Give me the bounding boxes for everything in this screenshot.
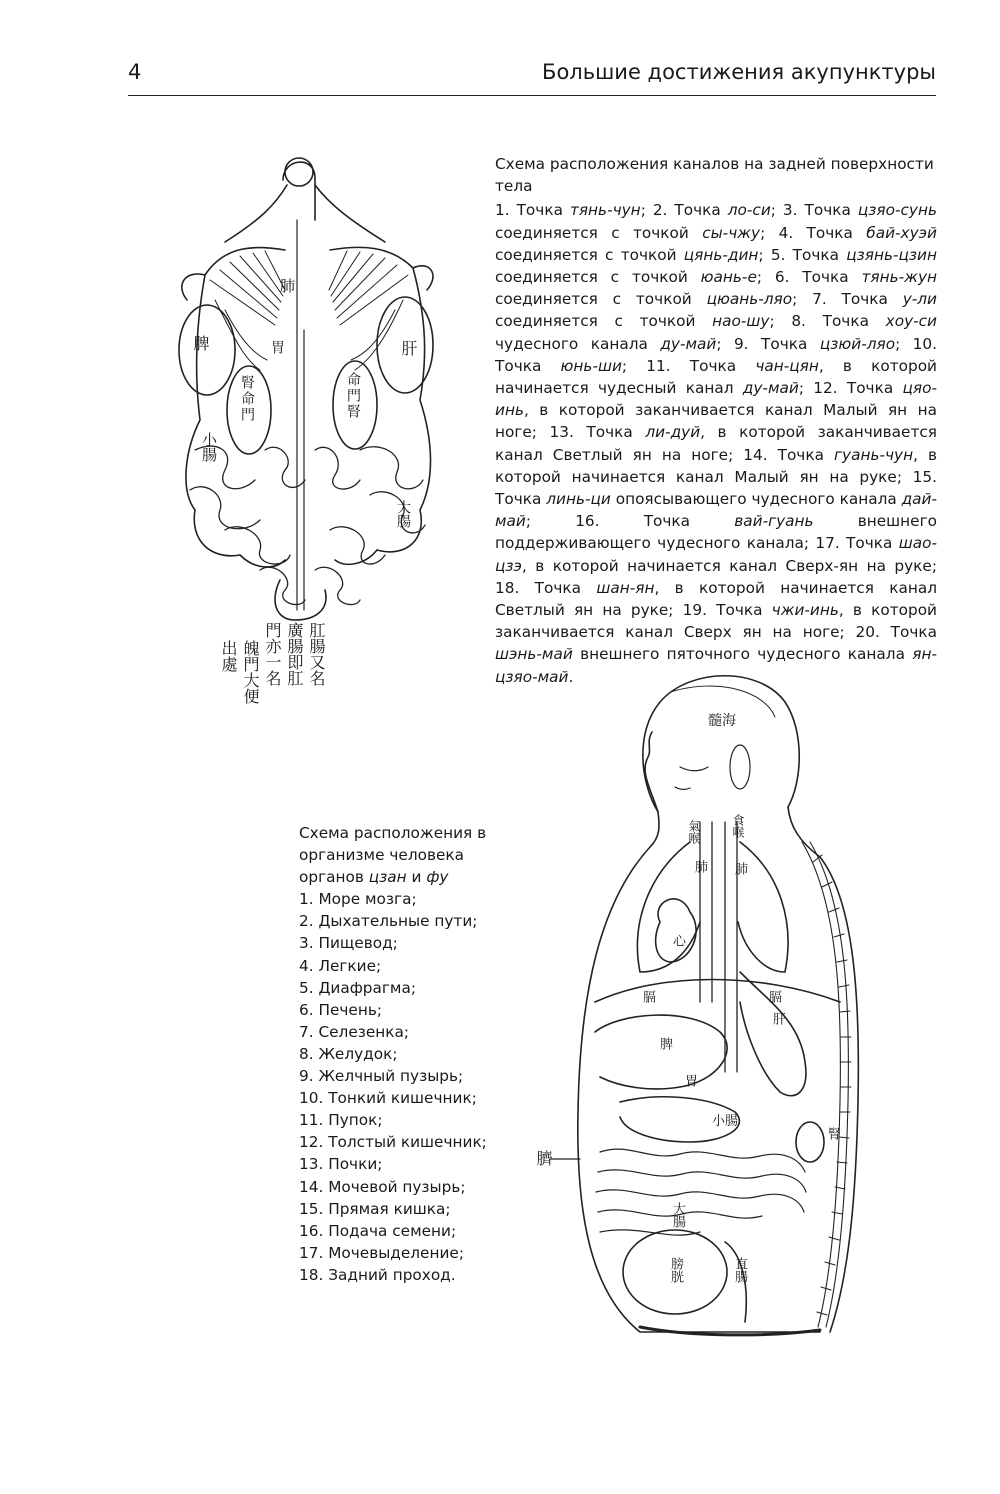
rectum-shape — [275, 580, 326, 620]
point-name: вай-гуань — [734, 512, 814, 531]
organ-list-item: 10. Тонкий кишечник; — [299, 1089, 477, 1108]
organ-list — [299, 888, 499, 1286]
point-name: юнь-ши — [560, 356, 622, 375]
caption-text: ; 8. Точка — [769, 312, 886, 331]
caption-organs-title: Схема расположения в организме человека органов цзан и фу — [299, 824, 487, 887]
label-xiaochang: 小腸 — [712, 1114, 739, 1129]
point-name: шэнь-май — [495, 645, 573, 664]
label-col5: 出處 — [219, 640, 238, 672]
figure-organs-body — [534, 672, 880, 1372]
label-lung-right: 肺 — [732, 862, 747, 875]
label-col2: 廣腸即肛 — [285, 622, 304, 686]
label-fei: 肺 — [278, 278, 296, 293]
label-pi: 脾 — [657, 1037, 672, 1050]
point-name: чжи-инь — [771, 601, 839, 620]
organ-list-item: 13. Почки; — [299, 1155, 383, 1174]
label-bladder: 膀胱 — [668, 1257, 683, 1283]
label-col1: 肛腸又名 — [307, 622, 326, 686]
point-name: цзяо-сунь — [857, 201, 937, 220]
organ-list-item: 16. Подача семени; — [299, 1221, 457, 1240]
caption-text: внешнего поддерживающего чудесного канала; 17. Точка — [495, 512, 937, 553]
point-name: ду-май — [742, 379, 799, 398]
intestine-coils — [190, 446, 425, 604]
label-shen-right: 命門腎 — [345, 372, 361, 420]
label-xiaochang: 小腸 — [200, 432, 218, 462]
organs-body-drawing — [540, 672, 880, 1372]
lung-fibers — [210, 251, 408, 370]
head-outline — [643, 676, 799, 812]
intestine-coils — [596, 1149, 806, 1235]
caption-text: соединяется с точкой — [495, 290, 707, 309]
point-name: шао-цзэ — [495, 534, 937, 575]
point-name: ли-дуй — [645, 423, 701, 442]
organ-list-item: 14. Мочевой пузырь; — [299, 1177, 466, 1196]
label-diaphragm-right: 膈 — [766, 990, 781, 1003]
label-wei: 胃 — [269, 340, 285, 354]
caption-text: соединяется с точкой — [495, 312, 713, 331]
point-name: сы-чжу — [702, 223, 761, 242]
label-lung-left: 肺 — [692, 860, 707, 873]
organ-list-item: 11. Пупок; — [299, 1111, 383, 1130]
kidney-shape — [796, 1122, 824, 1162]
point-name: цзюй-ляо — [819, 334, 896, 353]
caption-text: , в которой начинается канал Светлый ян на руке; 19. Точка — [495, 578, 937, 620]
point-name: хоу-си — [885, 312, 937, 331]
stomach-shape — [595, 1015, 727, 1089]
label-heart: 心 — [670, 934, 685, 947]
heart-shape — [656, 899, 696, 962]
label-navel: 臍 — [534, 1150, 553, 1166]
organ-list-item: 12. Толстый кишечник; — [299, 1133, 487, 1152]
caption-text: внешнего пяточного чудесного канала — [572, 645, 913, 664]
figure-back-of-body — [165, 150, 455, 720]
label-shen: 腎 — [825, 1127, 840, 1140]
page-number: 4 — [128, 60, 142, 84]
neck-outline — [283, 162, 315, 220]
body-back — [788, 807, 858, 1332]
body-front — [578, 812, 820, 1332]
point-name: чан-цян — [755, 356, 819, 375]
point-name: цянь-дин — [683, 245, 759, 264]
caption-text: соединяется с точкой — [495, 223, 703, 242]
label-brain: 髓海 — [708, 713, 736, 729]
label-dachang: 大腸 — [395, 500, 411, 528]
header-rule — [128, 95, 936, 96]
point-name: цяо-инь — [495, 379, 937, 420]
label-dachang: 大腸 — [670, 1202, 685, 1228]
point-name: ян-цзяо-май — [495, 645, 937, 686]
point-name: у-ли — [902, 290, 937, 309]
point-name: дай-май — [495, 490, 938, 531]
caption-text: ; 11. Точка — [621, 356, 756, 375]
caption-text: , в которой заканчивается канал Сверх ян на ноге; 20. Точка — [495, 601, 937, 642]
label-col4: 魄門大便 — [241, 640, 260, 704]
organ-list-item: 18. Задний проход. — [299, 1265, 456, 1284]
point-name: гуань-чун — [834, 445, 914, 464]
esophagus — [725, 822, 737, 1072]
label-trachea: 氣喉 — [687, 820, 701, 844]
caption-organs — [299, 822, 499, 1286]
face-features — [675, 767, 708, 789]
diaphragm-line — [595, 980, 840, 1003]
point-name: бай-хуэй — [866, 223, 937, 242]
caption-back-body — [495, 201, 937, 685]
point-name: ду-май — [660, 334, 717, 353]
point-name: нао-шу — [712, 312, 770, 331]
point-name: тянь-чун — [569, 201, 641, 220]
caption-text: ; 2. Точка — [640, 201, 728, 220]
caption-text: 1. Точка — [495, 201, 570, 220]
caption-back-title: Схема расположения каналов на задней поверхности тела — [495, 155, 934, 196]
spine-segments — [802, 842, 851, 1327]
caption-text: ; 10. Точка — [495, 334, 938, 375]
base-line — [640, 1327, 820, 1335]
caption-text: ; 9. Точка — [716, 334, 820, 353]
caption-text: чудесного канала — [495, 334, 661, 353]
caption-text: , в которой начинается канал Малый ян на руке; 15. Точка — [495, 445, 937, 509]
label-diaphragm: 膈 — [640, 990, 655, 1003]
point-name: ло-си — [727, 201, 771, 220]
caption-text: . — [568, 667, 574, 686]
label-shen-left: 腎命門 — [239, 375, 255, 423]
organ-list-item: 9. Желчный пузырь; — [299, 1067, 464, 1086]
label-esophagus: 食喉 — [731, 814, 745, 838]
label-wei: 胃 — [682, 1074, 697, 1087]
point-name: тянь-жун — [861, 268, 937, 287]
organ-list-item: 15. Прямая кишка; — [299, 1199, 451, 1218]
organ-list-item: 8. Желудок; — [299, 1044, 398, 1063]
point-name: юань-е — [700, 268, 757, 287]
point-name: цзянь-цзин — [846, 245, 937, 264]
label-pi: 脾 — [191, 335, 210, 351]
organ-list-item: 2. Дыхательные пути; — [299, 912, 478, 931]
caption-text: ; 12. Точка — [798, 379, 903, 398]
caption-back-channels — [495, 153, 937, 688]
label-rectum: 直腸 — [732, 1257, 747, 1283]
organ-list-item: 17. Мочевыделение; — [299, 1243, 464, 1262]
organ-list-item: 3. Пищевод; — [299, 934, 398, 953]
ear — [730, 745, 750, 789]
caption-text: ; 6. Точка — [756, 268, 862, 287]
caption-text: , в которой начинается чудесный канал — [495, 356, 938, 398]
trachea — [700, 822, 712, 1002]
caption-text: соединяется с точкой — [495, 268, 701, 287]
label-gan: 肝 — [770, 1012, 785, 1025]
organ-list-item: 1. Море мозга; — [299, 890, 417, 909]
label-col3: 門亦一名 — [263, 622, 282, 686]
caption-text: , в которой заканчивается канал Малый ян на ноге; 13. Точка — [495, 401, 937, 442]
caption-text: опоясывающего чудесного канала — [610, 490, 902, 509]
organ-list-item: 7. Селезенка; — [299, 1022, 410, 1041]
organ-list-item: 5. Диафрагма; — [299, 978, 416, 997]
running-title: Большие достижения акупунктуры — [542, 60, 936, 84]
organ-list-item: 6. Печень; — [299, 1000, 382, 1019]
point-name: шан-ян — [596, 578, 655, 597]
point-name: цюань-ляо — [706, 290, 793, 309]
caption-text: ; 3. Точка — [770, 201, 858, 220]
label-gan: 肝 — [399, 340, 418, 356]
caption-text: ; 16. Точка — [525, 512, 735, 531]
shoulder-lines — [225, 185, 385, 242]
caption-text: , в которой заканчивается канал Светлый ян на ноге; 14. Точка — [495, 423, 937, 464]
caption-text: ; 5. Точка — [758, 245, 847, 264]
organ-list-item: 4. Легкие; — [299, 956, 382, 975]
left-shoulder — [182, 248, 285, 300]
caption-text: ; 7. Точка — [792, 290, 903, 309]
caption-text: соединяется с точкой — [495, 245, 684, 264]
caption-text: , в которой начинается канал Сверх-ян на руке; 18. Точка — [495, 556, 937, 597]
point-name: линь-ци — [546, 490, 611, 509]
caption-text: ; 4. Точка — [760, 223, 867, 242]
